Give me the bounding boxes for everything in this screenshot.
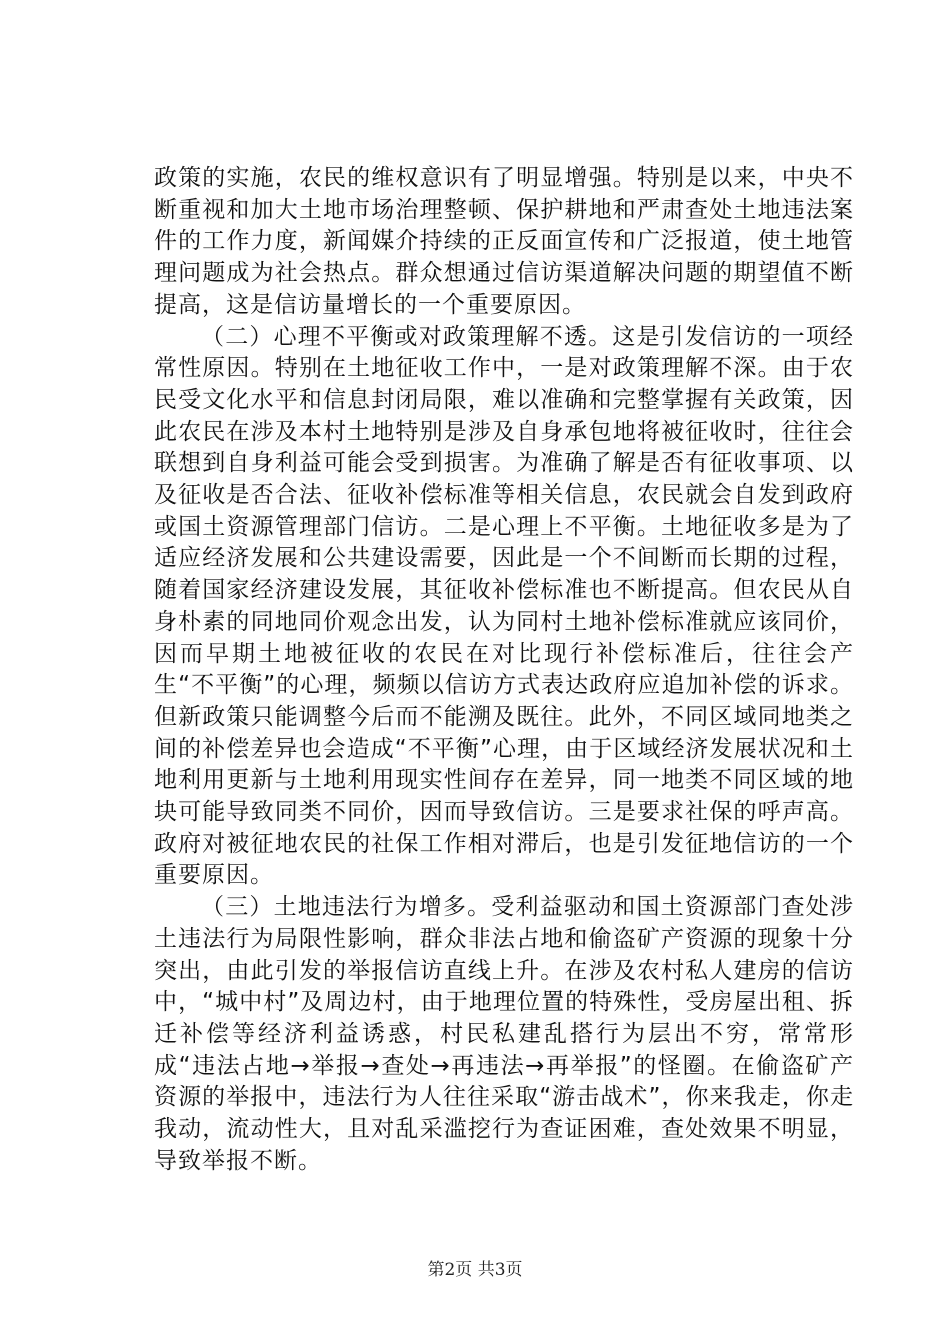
paragraph-continuation: 政策的实施，农民的维权意识有了明显增强。特别是以来，中央不断重视和加大土地市场治理整顿、保护耕地和严肃查处土地违法案件的工作力度，新闻媒介持续的正反面宣传和广泛报道，使土地管理问题成为社会热点。群众想通过信访渠道解决问题的期望值不断提高，这是信访量增长的一个重要原因。	[154, 165, 854, 318]
page-footer: 第2页 共3页	[427, 1260, 523, 1280]
paragraph-section-three: （三）土地违法行为增多。受利益驱动和国土资源部门查处涉土违法行为局限性影响，群众非法占地和偷盗矿产资源的现象十分突出，由此引发的举报信访直线上升。在涉及农村私人建房的信访中，“城中村”及周边村，由于地理位置的特殊性，受房屋出租、拆迁补偿等经济利益诱惑，村民私建乱搭行为层出不穷，常常形成“违法占地→举报→查处→再违法→再举报”的怪圈。在偷盗矿产资源的举报中，违法行为人往往采取“游击战术”，你来我走，你走我动，流动性大，且对乱采滥挖行为查证困难，查处效果不明显，导致举报不断。	[154, 894, 854, 1174]
paragraph-section-two: （二）心理不平衡或对政策理解不透。这是引发信访的一项经常性原因。特别在土地征收工作中，一是对政策理解不深。由于农民受文化水平和信息封闭局限，难以准确和完整掌握有关政策，因此农民在涉及本村土地特别是涉及自身承包地将被征收时，往往会联想到自身利益可能会受到损害。为准确了解是否有征收事项、以及征收是否合法、征收补偿标准等相关信息，农民就会自发到政府或国土资源管理部门信访。二是心理上不平衡。土地征收多是为了适应经济发展和公共建设需要，因此是一个不间断而长期的过程，随着国家经济建设发展，其征收补偿标准也不断提高。但农民从自身朴素的同地同价观念出发，认为同村土地补偿标准就应该同价，因而早期土地被征收的农民在对比现行补偿标准后，往往会产生“不平衡”的心理，频频以信访方式表达政府应追加补偿的诉求。但新政策只能调整今后而不能溯及既往。此外，不同区域同地类之间的补偿差异也会造成“不平衡”心理，由于区域经济发展状况和土地利用更新与土地利用现实性间存在差异，同一地类不同区域的地块可能导致同类不同价，因而导致信访。三是要求社保的呼声高。政府对被征地农民的社保工作相对滞后，也是引发征地信访的一个重要原因。	[154, 323, 854, 889]
document-body	[154, 163, 854, 1178]
